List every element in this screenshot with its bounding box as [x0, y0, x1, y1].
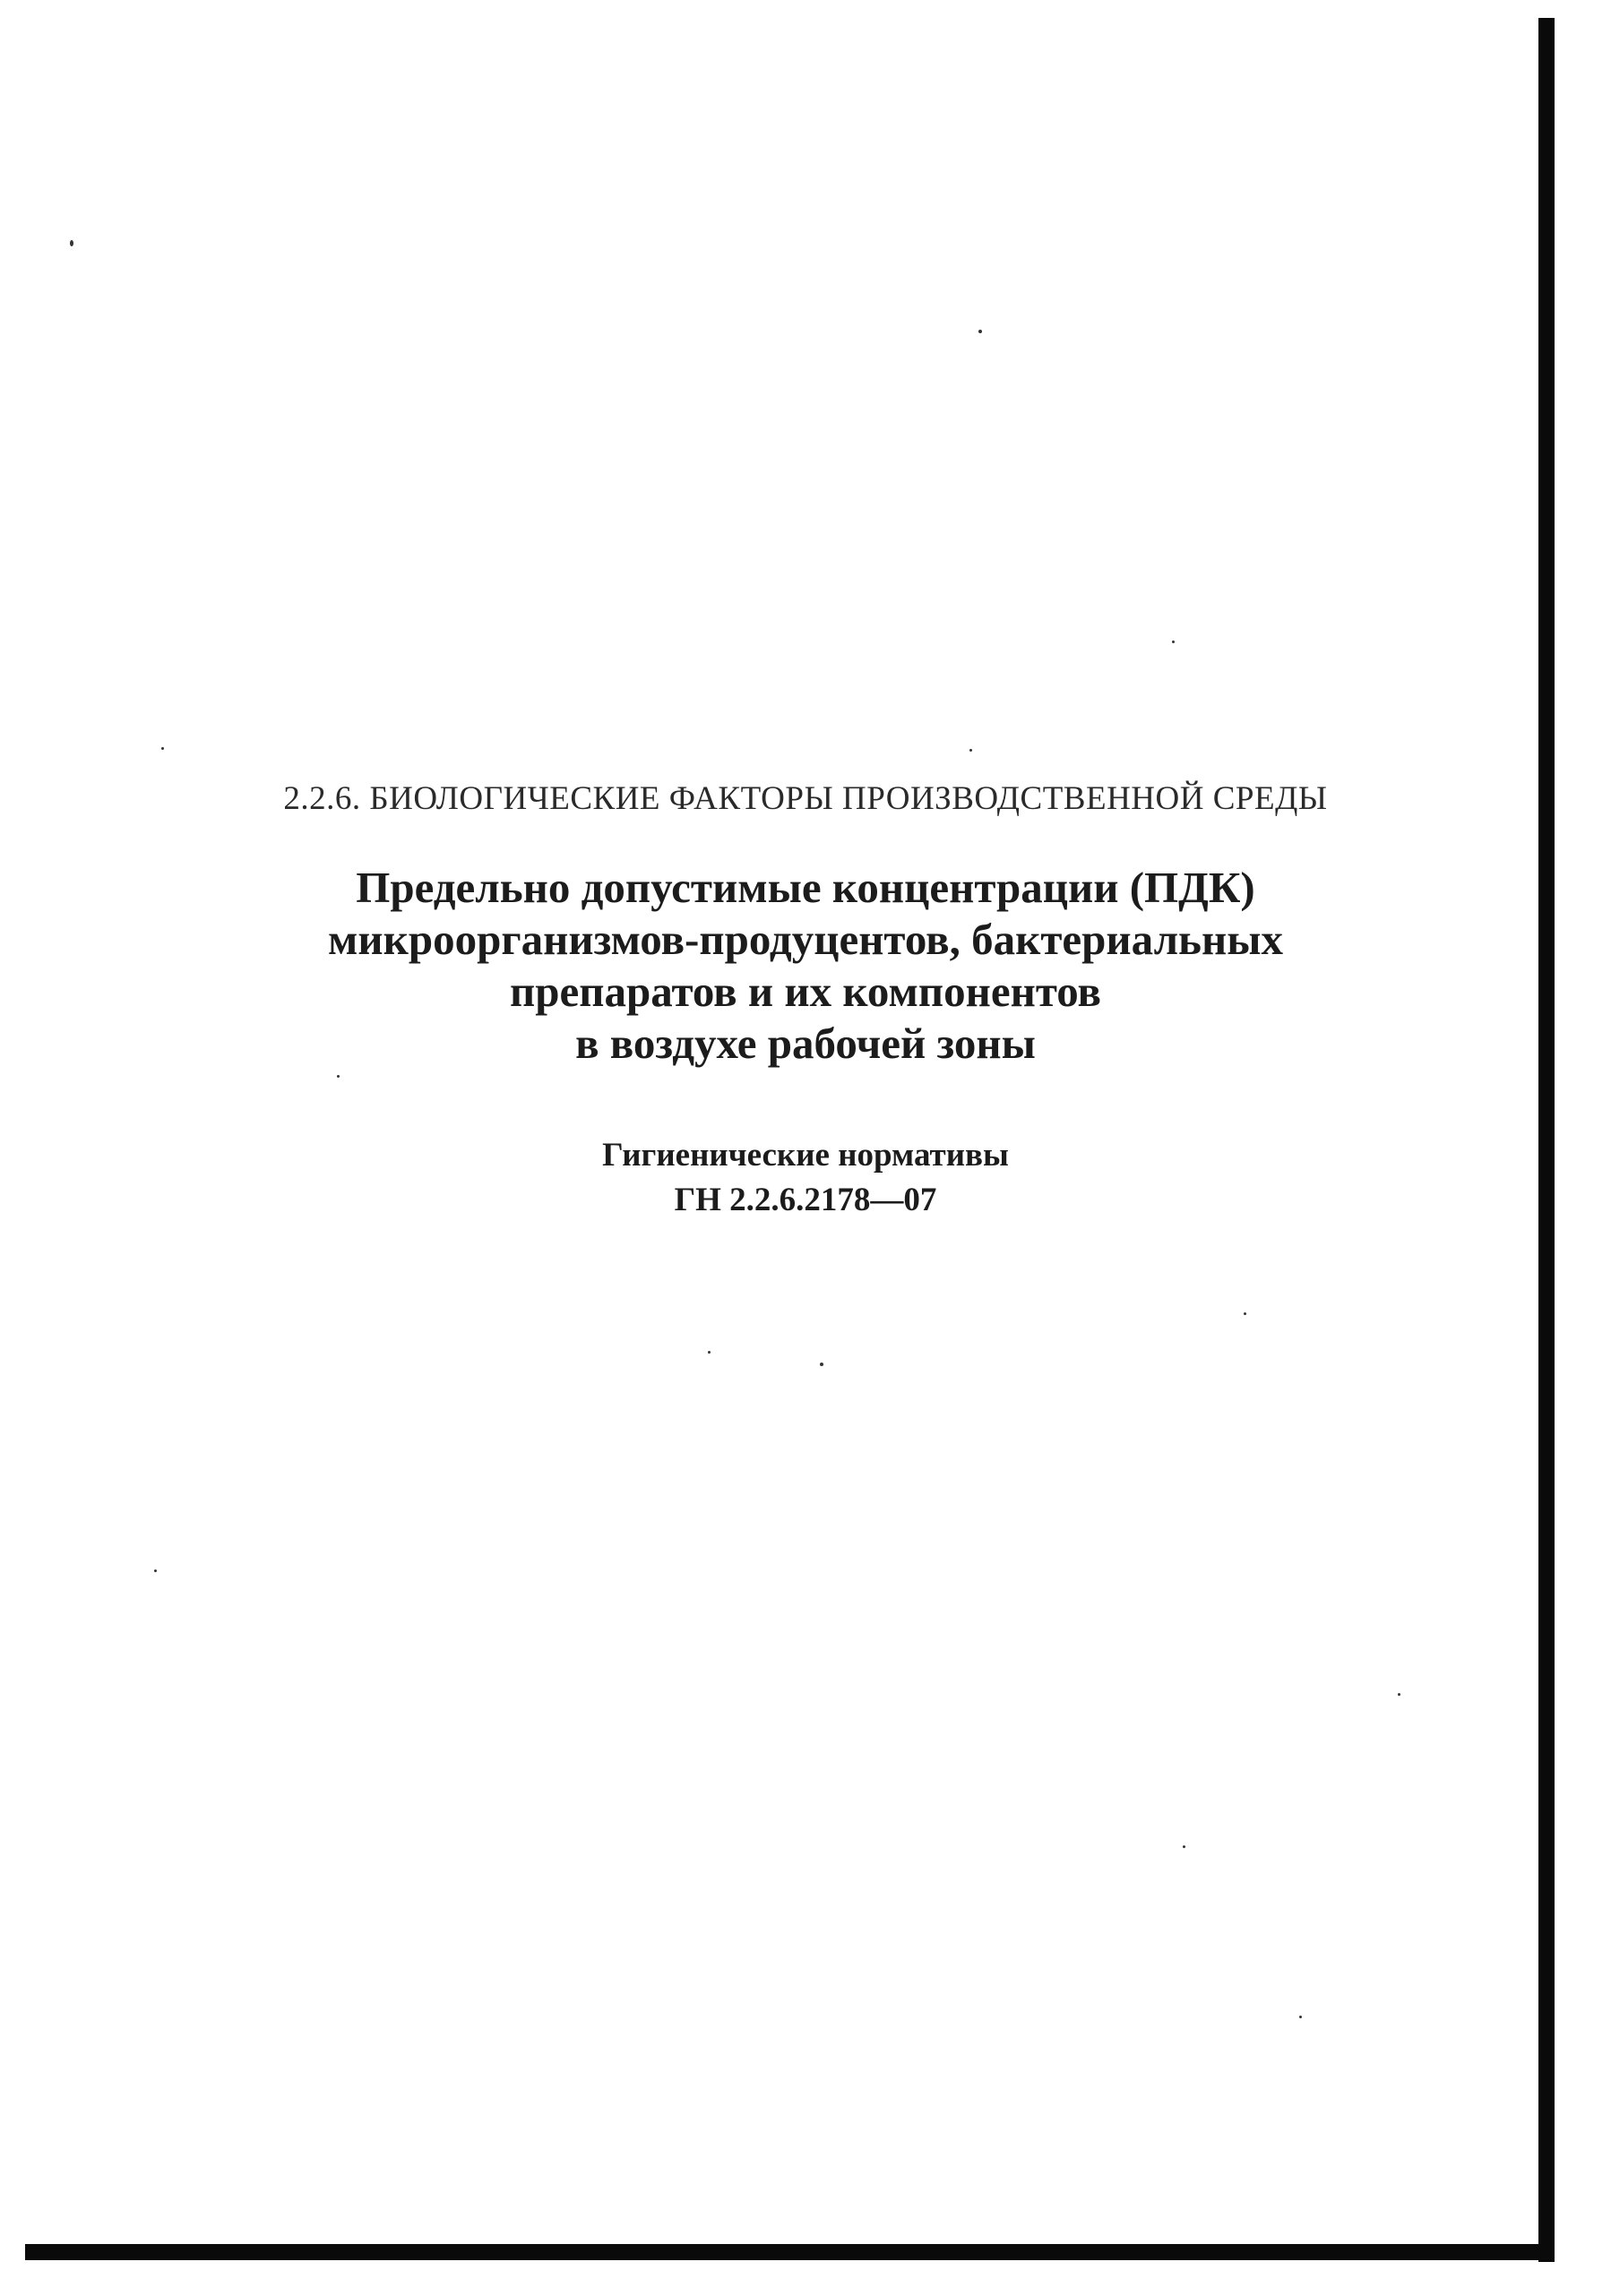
- scan-speck: [1299, 2016, 1302, 2018]
- title-line: Предельно допустимые концентрации (ПДК): [356, 863, 1255, 912]
- scan-border-bottom: [25, 2244, 1555, 2260]
- title-line: микроорганизмов-продуцентов, бактериальных: [328, 915, 1283, 964]
- title-line: в воздухе рабочей зоны: [575, 1019, 1036, 1068]
- scan-speck: [1183, 1845, 1185, 1848]
- scan-speck: [1244, 1312, 1246, 1315]
- scan-speck: [978, 330, 982, 333]
- norm-block: [0, 1133, 1611, 1223]
- scan-speck: [161, 747, 164, 750]
- scan-speck: [1398, 1693, 1400, 1696]
- scan-speck: [337, 1075, 340, 1078]
- norm-code: ГН 2.2.6.2178—07: [674, 1182, 937, 1218]
- document-title: [0, 862, 1611, 1070]
- title-line: препаратов и их компонентов: [510, 967, 1101, 1016]
- scan-speck: [70, 240, 73, 246]
- norm-type: Гигиенические нормативы: [602, 1137, 1009, 1174]
- scan-speck: [708, 1351, 711, 1354]
- scan-speck: [969, 749, 972, 752]
- scan-speck: [154, 1569, 157, 1572]
- scan-speck: [820, 1363, 823, 1366]
- section-heading: 2.2.6. БИОЛОГИЧЕСКИЕ ФАКТОРЫ ПРОИЗВОДСТВЕННОЙ СРЕДЫ: [283, 780, 1328, 817]
- scan-speck: [1172, 641, 1175, 643]
